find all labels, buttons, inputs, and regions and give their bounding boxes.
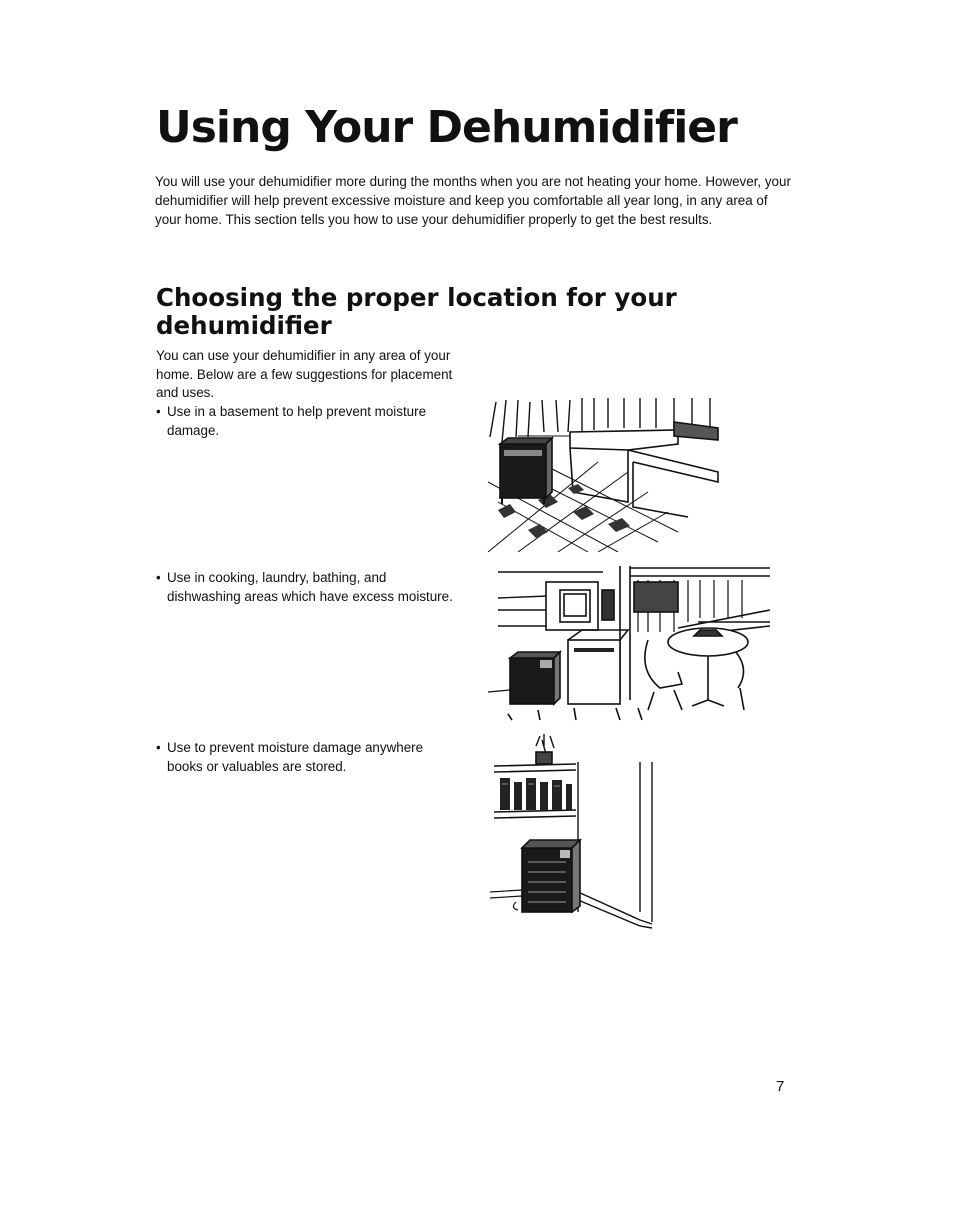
bullet-dot: •: [156, 740, 161, 755]
section-intro: You can use your dehumidifier in any area of your home. Below are a few suggestions for placement and uses.: [156, 348, 453, 400]
intro-paragraph: You will use your dehumidifier more during the months when you are not heating your home. However, your dehumidifier will help prevent excessive moisture and keep you comfortable all year long, in any area of your home. This section tells you how to use your dehumidifier properly to get the best results.: [155, 174, 791, 227]
bullet-dot: •: [156, 570, 161, 585]
bullet-text: Use in a basement to help prevent moisture damage.: [167, 404, 427, 438]
basement-illustration: [478, 392, 738, 552]
bullet-storage: [156, 739, 457, 776]
page-number: 7: [776, 1078, 785, 1095]
storage-illustration: [480, 732, 670, 932]
section-title: Choosing the proper location for your dehumidifier: [156, 283, 677, 340]
bullet-cooking-laundry: [156, 569, 457, 606]
bullet-text: Use in cooking, laundry, bathing, and dishwashing areas which have excess moisture.: [167, 570, 453, 604]
bullet-basement: [156, 403, 457, 440]
kitchen-laundry-illustration: [478, 560, 778, 725]
bullet-dot: •: [156, 404, 161, 419]
page-title: Using Your Dehumidifier: [156, 102, 737, 153]
bullet-text: Use to prevent moisture damage anywhere books or valuables are stored.: [167, 740, 424, 774]
